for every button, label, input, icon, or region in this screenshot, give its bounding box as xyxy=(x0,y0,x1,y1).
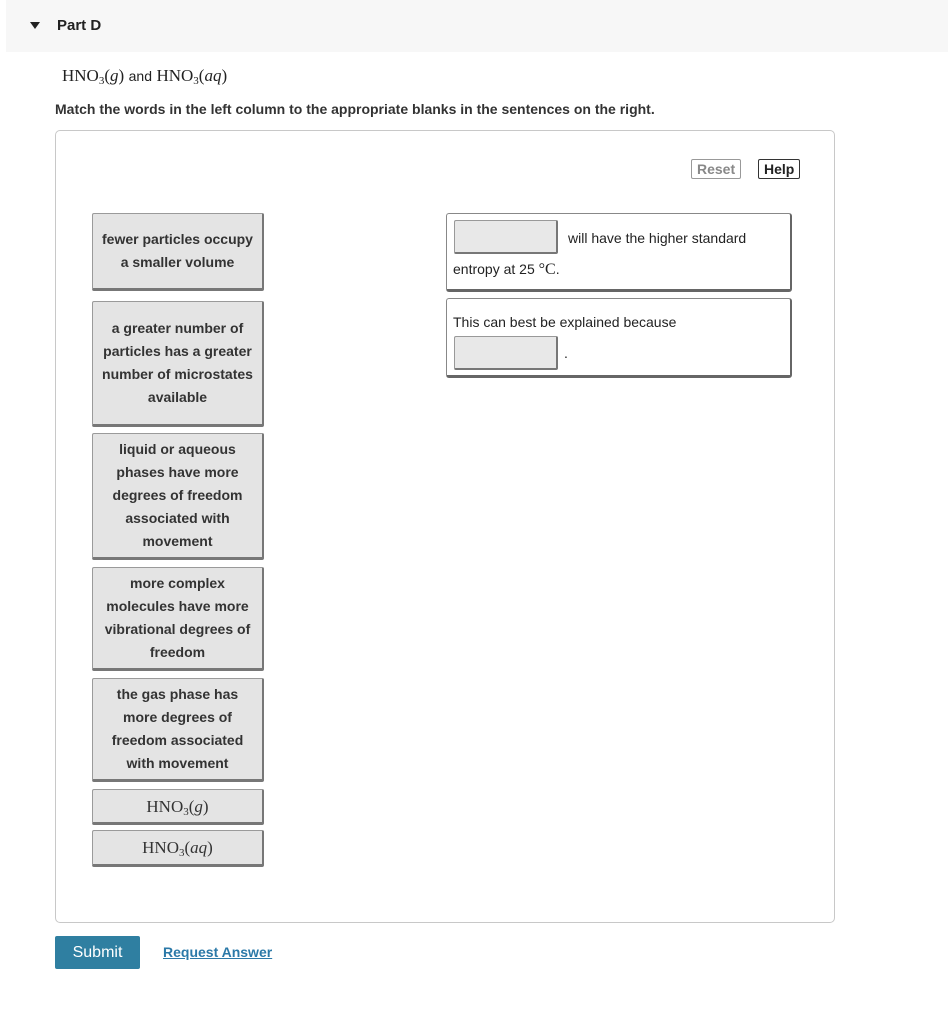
prompt-formula-left: $HNO_3(g)$ xyxy=(62,66,125,87)
label-tile-liquid-aqueous[interactable]: liquid or aqueous phases have more degrees of freedom associated with movement xyxy=(92,433,264,560)
sentence-box-1 xyxy=(446,213,792,292)
part-title: Part D xyxy=(57,17,102,34)
prompt-connector: and xyxy=(128,68,152,84)
label-tile-fewer-particles[interactable]: fewer particles occupy a smaller volume xyxy=(92,213,264,291)
sentence-2-period: . xyxy=(564,345,568,361)
sentence-2-text: This can best be explained because xyxy=(453,314,677,330)
request-answer-link[interactable]: Request Answer xyxy=(163,944,273,960)
sentence-box-2 xyxy=(446,298,792,378)
reset-button[interactable]: Reset xyxy=(691,159,741,179)
collapse-caret-icon[interactable] xyxy=(30,22,40,29)
sentence-1-line2: entropy at 25 °C. xyxy=(453,261,560,278)
prompt-formula-right: $HNO_3(aq)$ xyxy=(156,66,228,87)
label-tile-complex-molecules[interactable]: more complex molecules have more vibrational degrees of freedom xyxy=(92,567,264,671)
submit-button[interactable]: Submit xyxy=(55,936,140,969)
label-tile-hno3-aqueous[interactable]: $HNO_3(aq)$ xyxy=(92,830,264,867)
label-tile-gas-phase[interactable]: the gas phase has more degrees of freedom associated with movement xyxy=(92,678,264,782)
drop-zone-1[interactable] xyxy=(454,220,558,254)
drag-drop-panel xyxy=(55,130,835,923)
instruction-text: Match the words in the left column to the appropriate blanks in the sentences on the right. xyxy=(55,101,655,117)
part-header[interactable] xyxy=(6,0,948,52)
drop-zone-2[interactable] xyxy=(454,336,558,370)
label-tile-hno3-gas[interactable]: $HNO_3(g)$ xyxy=(92,789,264,825)
help-button[interactable]: Help xyxy=(758,159,800,179)
question-prompt xyxy=(62,66,227,86)
sentence-1-text: will have the higher standard xyxy=(568,230,747,246)
label-tile-microstates[interactable]: a greater number of particles has a greater number of microstates available xyxy=(92,301,264,427)
